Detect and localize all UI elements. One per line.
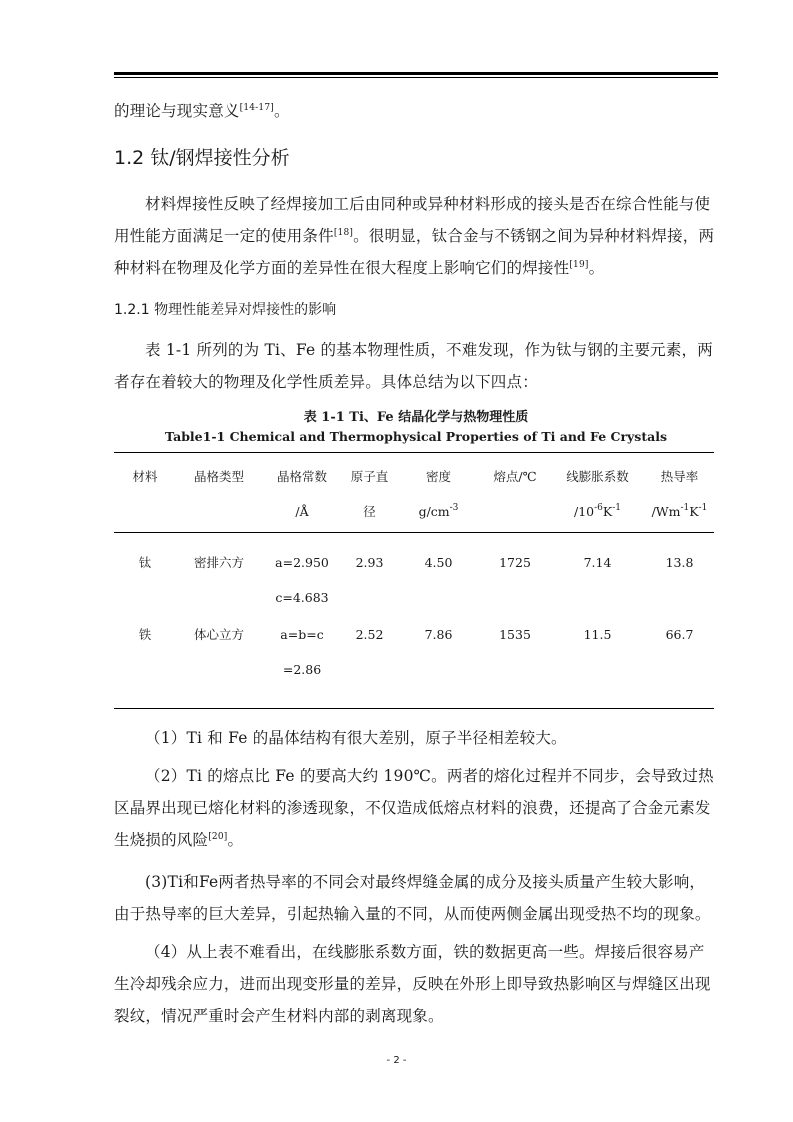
table-row (114, 617, 714, 709)
header-cell: 线膨胀系数 $/10^{-6}K^{-1}$ (566, 469, 629, 519)
cell-melting-point: 1535 (499, 627, 531, 642)
cell-conductivity: 13.8 (665, 555, 694, 570)
cell-conductivity: 66.7 (665, 627, 694, 642)
paragraph-weldability: 材料焊接性反映了经焊接加工后由同种或异种材料形成的接头是否在综合性能与使用性能方面满足一定的使用条件[18]。很明显，钛合金与不锈钢之间为异种材料焊接，两种材料在物理及化学方面的差异性在很大程度上影响它们的焊接性[19]。 (114, 195, 715, 277)
header-cell: 热导率 $/Wm^{-1}K^{-1}$ (651, 469, 708, 519)
cell-lattice-constant: a=b=c =2.86 (280, 627, 324, 677)
citation: [18] (333, 228, 354, 238)
cell-lattice-constant: a=2.950 c=4.683 (275, 555, 329, 605)
header-cell: 材料 (132, 469, 158, 484)
header-cell: 密度 $g/cm^{-3}$ (418, 469, 459, 519)
point-1: （1）Ti 和 Fe 的晶体结构有很大差别，原子半径相差较大。 (145, 729, 567, 747)
header-cell: 原子直 径 (350, 469, 389, 519)
cell-material: 钛 (138, 555, 152, 570)
cell-lattice-type: 密排六方 (193, 555, 244, 570)
header-rule-thin (114, 77, 718, 78)
continuation-line: 的理论与现实意义[14-17]。 (114, 102, 290, 120)
header-cell: 晶格类型 (193, 469, 244, 484)
point-4: （4）从上表不难看出，在线膨胀系数方面，铁的数据更高一些。焊接后很容易产生冷却残余应力，进而出现变形量的差异，反映在外形上即导致热影响区与焊缝区出现裂纹，情况严重时会产生材料内部的剥离现象。 (114, 943, 711, 1025)
header-rule-thick (114, 72, 718, 75)
page-number: - 2 - (386, 1055, 407, 1066)
table-row (114, 533, 714, 617)
citation: [14-17] (239, 103, 274, 113)
table-caption-en: Table1-1 Chemical and Thermophysical Properties of Ti and Fe Crystals (164, 429, 668, 444)
citation: [20] (208, 832, 228, 842)
cell-atomic-diameter: 2.93 (355, 555, 384, 570)
point-2: （2）Ti 的熔点比 Fe 的要高大约 190℃。两者的熔化过程并不同步，会导致过热区晶界出现已熔化材料的渗透现象，不仅造成低熔点材料的浪费，还提高了合金元素发生烧损的风险[20]。 (114, 767, 714, 849)
cell-lattice-type: 体心立方 (193, 627, 244, 642)
header-cell: 晶格常数 /Å (276, 469, 327, 519)
section-title: 1.2 钛/钢焊接性分析 (114, 147, 290, 169)
cell-expansion: 11.5 (583, 627, 612, 642)
cell-density: 4.50 (424, 555, 453, 570)
table-caption-cn: 表 1-1 Ti、Fe 结晶化学与热物理性质 (303, 410, 529, 425)
paragraph-table-intro: 表 1-1 所列的为 Ti、Fe 的基本物理性质，不难发现，作为钛与钢的主要元素，两者存在着较大的物理及化学性质差异。具体总结为以下四点： (114, 341, 713, 391)
table-header-row (114, 453, 714, 533)
cell-expansion: 7.14 (583, 555, 612, 570)
citation: [19] (569, 260, 589, 270)
cell-melting-point: 1725 (499, 555, 531, 570)
cell-material: 铁 (138, 627, 152, 642)
subsection-title: 1.2.1 物理性能差异对焊接性的影响 (114, 302, 337, 318)
cell-density: 7.86 (424, 627, 453, 642)
properties-table (114, 453, 714, 709)
header-cell: 熔点/℃ (493, 469, 537, 484)
point-3: (3)Ti和Fe两者热导率的不同会对最终焊缝金属的成分及接头质量产生较大影响，由于热导率的巨大差异，引起热输入量的不同，从而使两侧金属出现受热不均的现象。 (114, 873, 711, 923)
cell-atomic-diameter: 2.52 (355, 627, 384, 642)
